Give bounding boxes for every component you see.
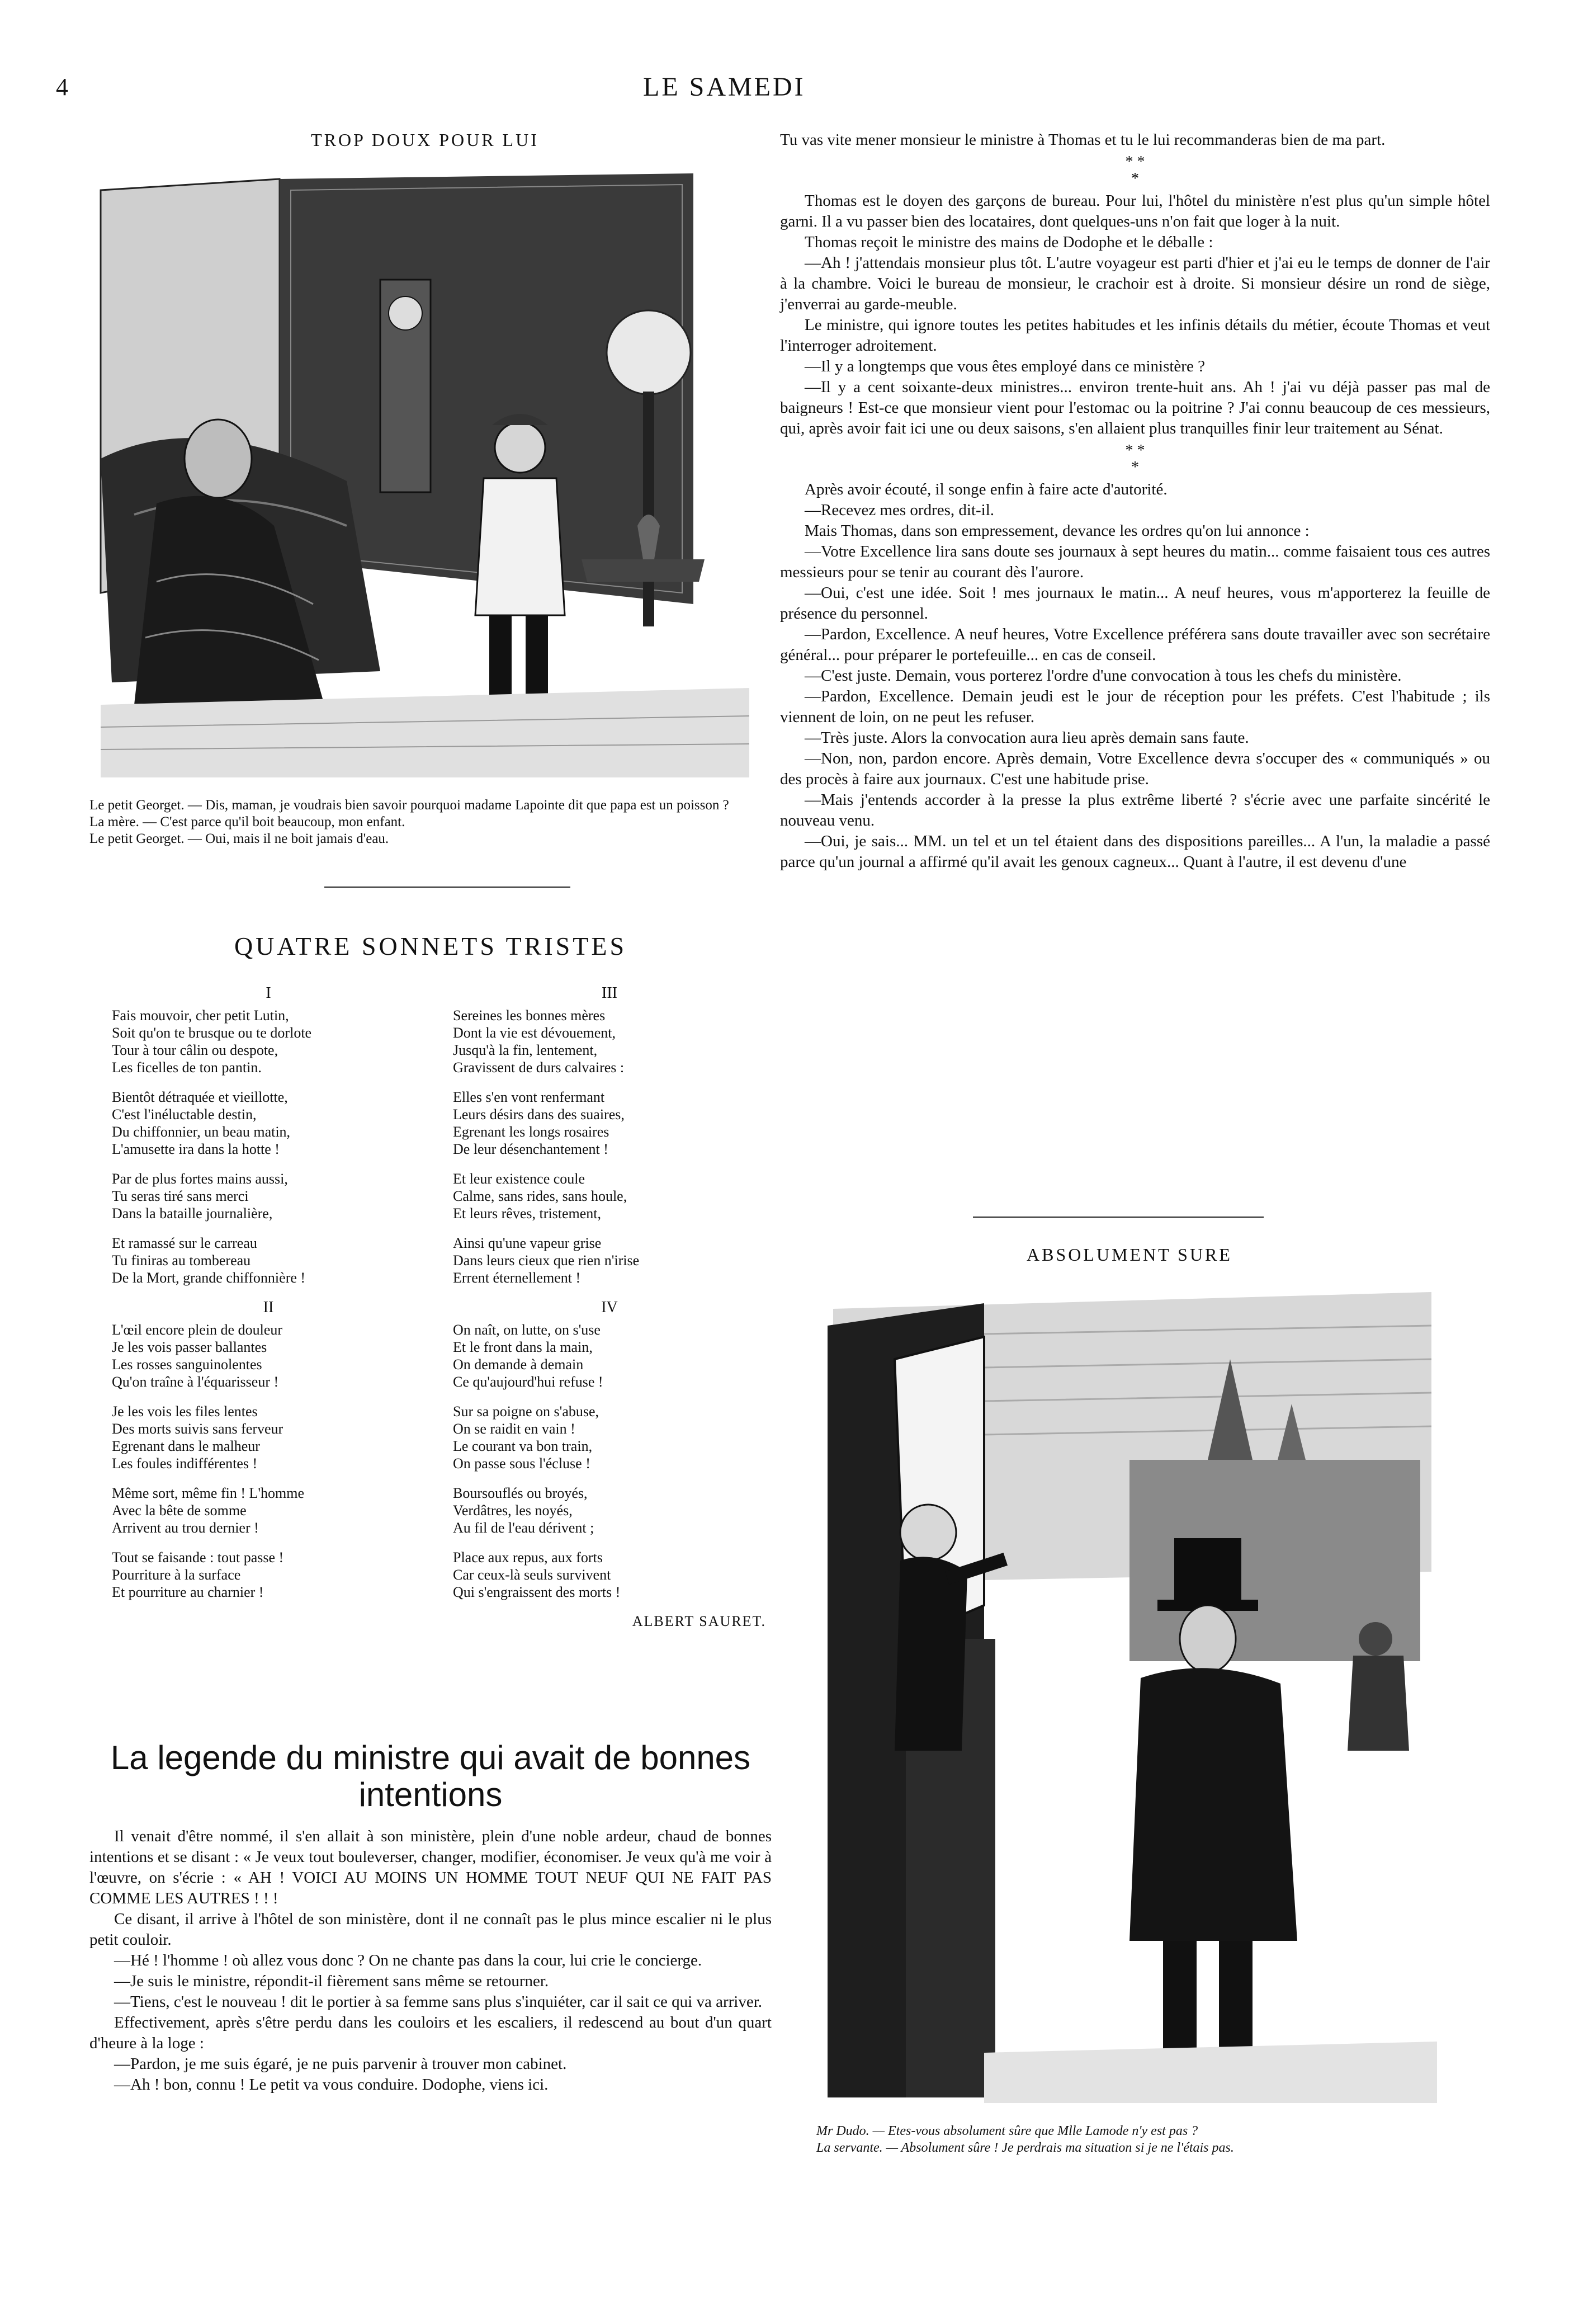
sonnet-number: IV xyxy=(601,1299,618,1316)
legend-line: La servante. — Absolument sûre ! Je perdrais ma situation si je ne l'étais pas. xyxy=(816,2141,1234,2155)
stanza: Tout se faisande : tout passe ! Pourriture à la surface Et pourriture au charnier ! xyxy=(112,1549,284,1600)
section-separator-stars: * * * xyxy=(1125,153,1145,187)
stanza: Et ramassé sur le carreau Tu finiras au tombereau De la Mort, grande chiffonnière ! xyxy=(112,1235,306,1286)
article-paragraph: —Ah ! j'attendais monsieur plus tôt. L'autre voyageur est parti d'hier et j'ai eu le temps de donner de l'air à la chambre. Voici le bureau de monsieur, le crachoir est à droite. Si monsieur désire un rond de siège, j'enverrai au garde-meuble. xyxy=(780,254,1490,313)
article-paragraph: —Recevez mes ordres, dit-il. xyxy=(805,501,995,519)
article-paragraph: —Il y a longtemps que vous êtes employé dans ce ministère ? xyxy=(805,357,1205,375)
illustration-bottom-image xyxy=(816,1292,1443,2109)
legend-line: Le petit Georget. — Dis, maman, je voudrais bien savoir pourquoi madame Lapointe dit que papa est un poisson ? xyxy=(89,798,729,813)
stanza: Place aux repus, aux forts Car ceux-là seuls survivent Qui s'engraissent des morts ! xyxy=(453,1549,621,1600)
article-title xyxy=(84,1740,777,1813)
page-number: 4 xyxy=(56,73,68,101)
article-paragraph: Le ministre, qui ignore toutes les petites habitudes et les infinis détails du métier, écoute Thomas et veut l'interroger adroitement. xyxy=(780,316,1490,355)
article-paragraph: —Mais j'entends accorder à la presse la plus extrême liberté ? s'écrie avec une parfaite sincérité le nouveau venu. xyxy=(780,791,1490,829)
article-left-column xyxy=(89,1826,772,2095)
illustration-bottom-title: ABSOLUMENT SURE xyxy=(1027,1245,1232,1265)
illustration-top-image xyxy=(89,168,760,783)
stanza: Sur sa poigne on s'abuse, On se raidit en vain ! Le courant va bon train, On passe sous l'écluse ! xyxy=(453,1403,599,1472)
sonnet-number: I xyxy=(266,984,271,1002)
illustration-bottom-legend xyxy=(816,2123,1465,2156)
article-paragraph: —Oui, c'est une idée. Soit ! mes journaux le matin... A neuf heures, vous m'apporterez la feuille de présence du personnel. xyxy=(780,584,1490,623)
article-paragraph: —C'est juste. Demain, vous porterez l'ordre d'une convocation à tous les chefs du ministère. xyxy=(805,667,1402,685)
article-paragraph: —Pardon, je me suis égaré, je ne puis parvenir à trouver mon cabinet. xyxy=(114,2055,567,2073)
poem-signature: ALBERT SAURET. xyxy=(632,1613,766,1629)
article-paragraph: —Tiens, c'est le nouveau ! dit le portier à sa femme sans plus s'inquiéter, car il sait ce qui va arriver. xyxy=(114,1993,763,2011)
article-title-line: La legende du ministre qui avait de bonnes xyxy=(110,1739,751,1776)
divider-rule xyxy=(324,887,570,888)
article-right-column xyxy=(780,130,1490,873)
stanza: Boursouflés ou broyés, Verdâtres, les noyés, Au fil de l'eau dérivent ; xyxy=(453,1485,594,1536)
article-paragraph: —Pardon, Excellence. Demain jeudi est le jour de réception pour les préfets. C'est l'habitude ; ils viennent de loin, on ne peut les refuser. xyxy=(780,687,1490,726)
article-paragraph: Effectivement, après s'être perdu dans les couloirs et les escaliers, il redescend au bout d'un quart d'heure à la loge : xyxy=(89,2014,772,2052)
masthead: LE SAMEDI xyxy=(643,72,806,102)
stanza: Je les vois les files lentes Des morts suivis sans ferveur Egrenant dans le malheur Les foules indifférentes ! xyxy=(112,1403,283,1472)
illustration-top-title: TROP DOUX POUR LUI xyxy=(311,130,539,150)
divider-rule xyxy=(973,1217,1264,1218)
article-paragraph: Il venait d'être nommé, il s'en allait à son ministère, plein d'une noble ardeur, chaud de bonnes intentions et se disant : « Je veux tout bouleverser, changer, modifier, économiser. Je veux qu'à me voir à l'œuvre, on s'écrie : « AH ! VOICI AU MOINS UN HOMME TOUT NEUF QUI NE FAIT PAS COMME LES AUTRES ! ! ! xyxy=(89,1827,772,1907)
stanza: Elles s'en vont renfermant Leurs désirs dans des suaires, Egrenant les longs rosaires De leur désenchantement ! xyxy=(453,1089,625,1157)
stanza: Même sort, même fin ! L'homme Avec la bête de somme Arrivent au trou dernier ! xyxy=(112,1485,305,1536)
sonnets-right-column xyxy=(453,984,766,1630)
stanza: On naît, on lutte, on s'use Et le front dans la main, On demande à demain Ce qu'aujourd'hui refuse ! xyxy=(453,1322,603,1390)
section-separator-stars: * * * xyxy=(1125,442,1145,476)
stanza: Par de plus fortes mains aussi, Tu seras tiré sans merci Dans la bataille journalière, xyxy=(112,1171,288,1222)
stanza: Fais mouvoir, cher petit Lutin, Soit qu'on te brusque ou te dorlote Tour à tour câlin ou despote, Les ficelles de ton pantin. xyxy=(112,1007,312,1076)
article-paragraph: —Pardon, Excellence. A neuf heures, Votre Excellence préférera sans doute travailler avec son secrétaire général... pour préparer le portefeuille... en cas de conseil. xyxy=(780,625,1490,664)
stanza: Et leur existence coule Calme, sans rides, sans houle, Et leurs rêves, tristement, xyxy=(453,1171,627,1222)
legend-line: Le petit Georget. — Oui, mais il ne boit jamais d'eau. xyxy=(89,831,389,846)
sonnet-number: III xyxy=(602,984,617,1002)
article-paragraph: —Non, non, pardon encore. Après demain, Votre Excellence devra s'occuper des « communiqués » ou des procès à faire aux journaux. C'est une habitude prise. xyxy=(780,749,1490,788)
engraving-doorway-scene xyxy=(816,1292,1443,2109)
article-paragraph: Thomas reçoit le ministre des mains de Dodophe et le déballe : xyxy=(805,233,1213,251)
stanza: Ainsi qu'une vapeur grise Dans leurs cieux que rien n'irise Errent éternellement ! xyxy=(453,1235,640,1286)
article-paragraph: —Oui, je sais... MM. un tel et un tel étaient dans des dispositions pareilles... A l'un, la maladie a passé parce qu'un journal a affirmé qu'il avait les genoux cagneux... Quant à l'autre, il est devenu d'une xyxy=(780,832,1490,871)
engraving-interior-scene xyxy=(89,168,760,783)
article-paragraph: Ce disant, il arrive à l'hôtel de son ministère, dont il ne connaît pas le plus mince escalier ni le plus petit couloir. xyxy=(89,1910,772,1949)
article-paragraph: —Très juste. Alors la convocation aura lieu après demain sans faute. xyxy=(805,729,1249,747)
article-paragraph: —Hé ! l'homme ! où allez vous donc ? On ne chante pas dans la cour, lui crie le concierge. xyxy=(114,1951,702,1969)
stanza: L'œil encore plein de douleur Je les vois passer ballantes Les rosses sanguinolentes Qu'on traîne à l'équarisseur ! xyxy=(112,1322,283,1390)
article-title-line: intentions xyxy=(358,1776,503,1813)
illustration-top-legend xyxy=(89,797,772,847)
article-paragraph: —Il y a cent soixante-deux ministres... environ trente-huit ans. Ah ! j'ai vu déjà passer pas mal de baigneurs ! Est-ce que monsieur vient pour l'estomac ou la poitrine ? J'ai connu beaucoup de ces messieurs, qui, après avoir fait ici une ou deux saisons, s'en allaient plus tranquilles finir leur traitement au Sénat. xyxy=(780,378,1490,437)
stanza: Sereines les bonnes mères Dont la vie est dévouement, Jusqu'à la fin, lentement, Gravissent de durs calvaires : xyxy=(453,1007,625,1076)
article-paragraph: Tu vas vite mener monsieur le ministre à Thomas et tu le lui recommanderas bien de ma part. xyxy=(780,131,1386,149)
article-paragraph: —Je suis le ministre, répondit-il fièrement sans même se retourner. xyxy=(114,1972,549,1990)
article-paragraph: —Ah ! bon, connu ! Le petit va vous conduire. Dodophe, viens ici. xyxy=(114,2076,549,2094)
article-paragraph: —Votre Excellence lira sans doute ses journaux à sept heures du matin... comme faisaient tous ces autres messieurs pour se tenir au courant dès l'aurore. xyxy=(780,543,1490,581)
sonnets-left-column xyxy=(112,984,425,1613)
sonnets-title: QUATRE SONNETS TRISTES xyxy=(234,932,627,960)
article-paragraph: Mais Thomas, dans son empressement, devance les ordres qu'on lui annonce : xyxy=(805,522,1310,540)
sonnet-number: II xyxy=(263,1299,274,1316)
legend-line: La mère. — C'est parce qu'il boit beaucoup, mon enfant. xyxy=(89,814,405,829)
legend-line: Mr Dudo. — Etes-vous absolument sûre que Mlle Lamode n'y est pas ? xyxy=(816,2124,1198,2138)
article-paragraph: Après avoir écouté, il songe enfin à faire acte d'autorité. xyxy=(805,480,1168,498)
article-paragraph: Thomas est le doyen des garçons de bureau. Pour lui, l'hôtel du ministère n'est plus qu'un simple hôtel garni. Il a vu passer bien des locataires, dont quelques-uns n'on fait que loger à la nuit. xyxy=(780,192,1490,230)
stanza: Bientôt détraquée et vieillotte, C'est l'inéluctable destin, Du chiffonnier, un beau matin, L'amusette ira dans la hotte ! xyxy=(112,1089,291,1157)
